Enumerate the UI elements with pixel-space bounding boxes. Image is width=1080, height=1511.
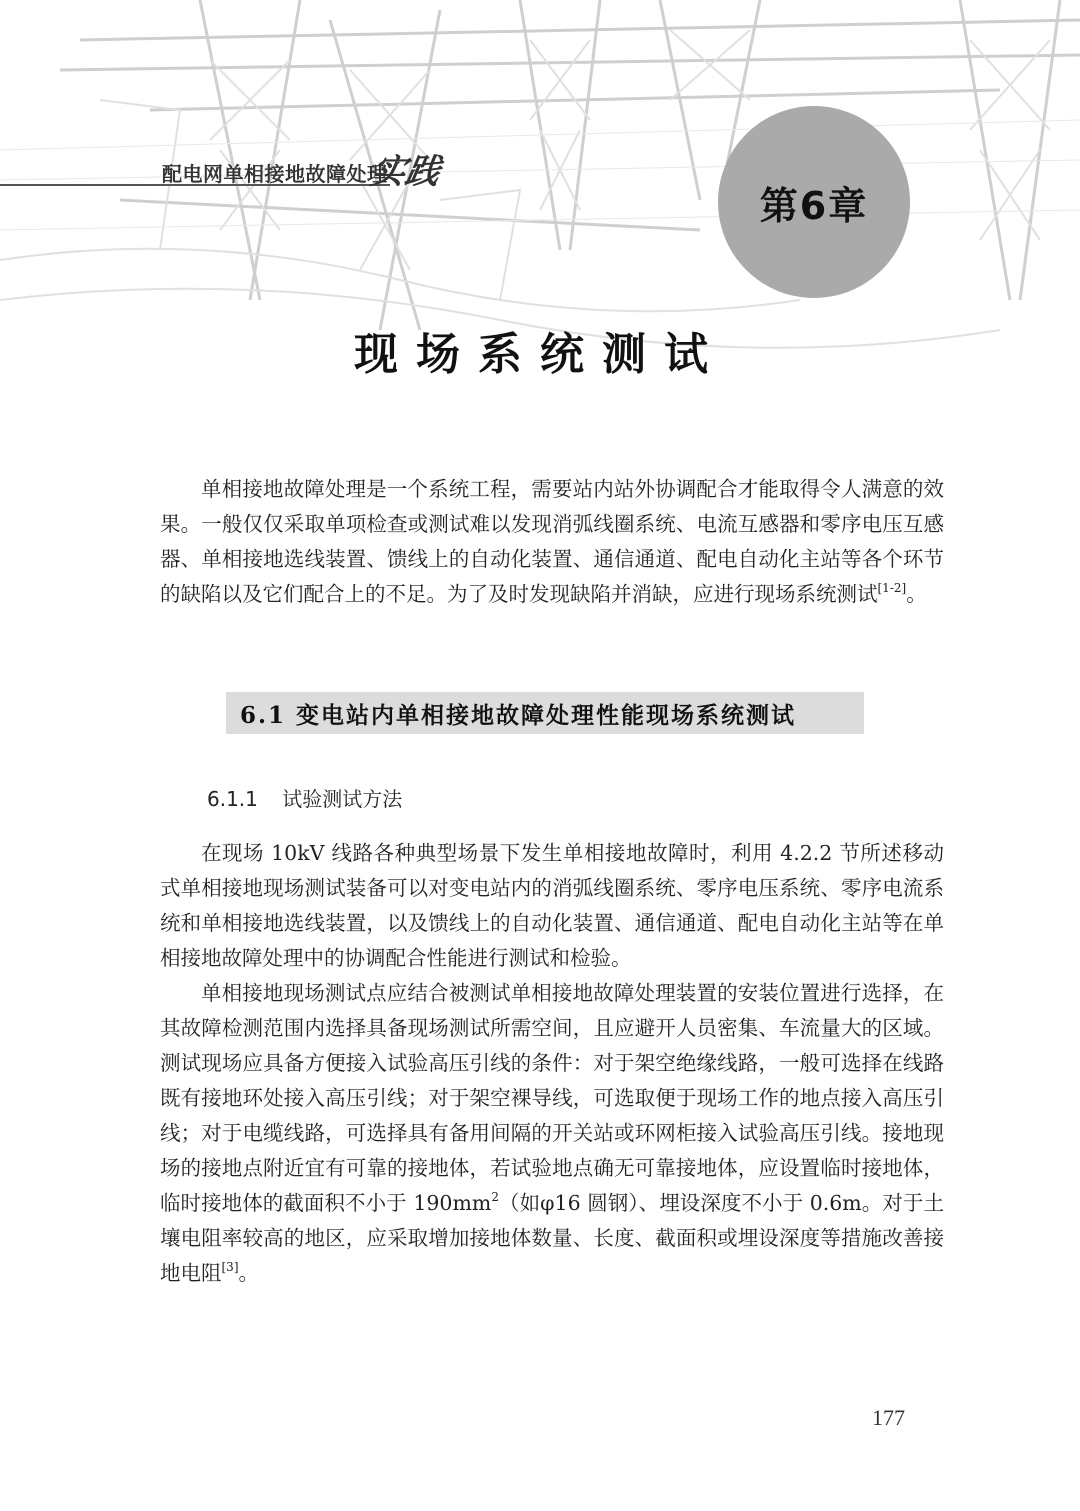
area-exponent: 2 (491, 1190, 499, 1204)
intro-section (160, 472, 944, 612)
method-section (160, 836, 944, 1291)
chapter-number: 第6章 (759, 183, 869, 228)
chapter-badge (718, 106, 910, 298)
method-paragraph-2-end: 。 (238, 1261, 259, 1285)
page-number: 177 (872, 1405, 905, 1430)
method-paragraph-2-part-a: 单相接地现场测试点应结合被测试单相接地故障处理装置的安装位置进行选择，在其故障检测范围内选择具备现场测试所需空间，且应避开人员密集、车流量大的区域。测试现场应具备方便接入试验高压引线的条件：对于架空绝缘线路，一般可选择在线路既有接地环处接入高压引线；对于架空裸导线，可选取便于现场工作的地点接入高压引线；对于电缆线路，可选择具有备用间隔的开关站或环网柜接入试验高压引线。接地现场的接地点附近宜有可靠的接地体，若试验地点确无可靠接地体，应设置临时接地体，临时接地体的截面积不小于 190mm (160, 981, 944, 1215)
section-title: 6.1 变电站内单相接地故障处理性能现场系统测试 (240, 702, 797, 729)
method-paragraph-1: 在现场 10kV 线路各种典型场景下发生单相接地故障时，利用 4.2.2 节所述移动式单相接地现场测试装备可以对变电站内的消弧线圈系统、零序电压系统、零序电流系统和单相接地选线装置，以及馈线上的自动化装置、通信通道、配电自动化主站等在单相接地故障处理中的协调配合性能进行测试和检验。 (160, 841, 944, 970)
running-head-title: 配电网单相接地故障处理 (162, 162, 388, 186)
subsection-heading (207, 783, 402, 812)
intro-paragraph (160, 472, 944, 612)
running-head (0, 150, 470, 190)
method-citation: [3] (221, 1260, 239, 1274)
section-heading (226, 692, 864, 734)
method-paragraph-2-part-b: （如φ16 圆钢）、埋设深度不小于 0.6m。对于土壤电阻率较高的地区，应采取增加接地体数量、长度、截面积或埋设深度等措施改善接地电阻 (160, 1191, 944, 1285)
intro-text: 单相接地故障处理是一个系统工程，需要站内站外协调配合才能取得令人满意的效果。一般仅仅采取单项检查或测试难以发现消弧线圈系统、电流互感器和零序电压互感器、单相接地选线装置、馈线上的自动化装置、通信通道、配电自动化主站等各个环节的缺陷以及它们配合上的不足。为了及时发现缺陷并消缺，应进行现场系统测试 (160, 477, 944, 606)
intro-end: 。 (906, 582, 927, 606)
subsection-title: 试验测试方法 (282, 787, 403, 811)
chapter-title: 现场系统测试 (354, 329, 726, 380)
intro-citation: [1-2] (877, 581, 907, 595)
method-paragraph-2 (160, 976, 944, 1291)
subsection-number: 6.1.1 (207, 787, 258, 811)
running-head-script: 实践 (367, 152, 443, 192)
